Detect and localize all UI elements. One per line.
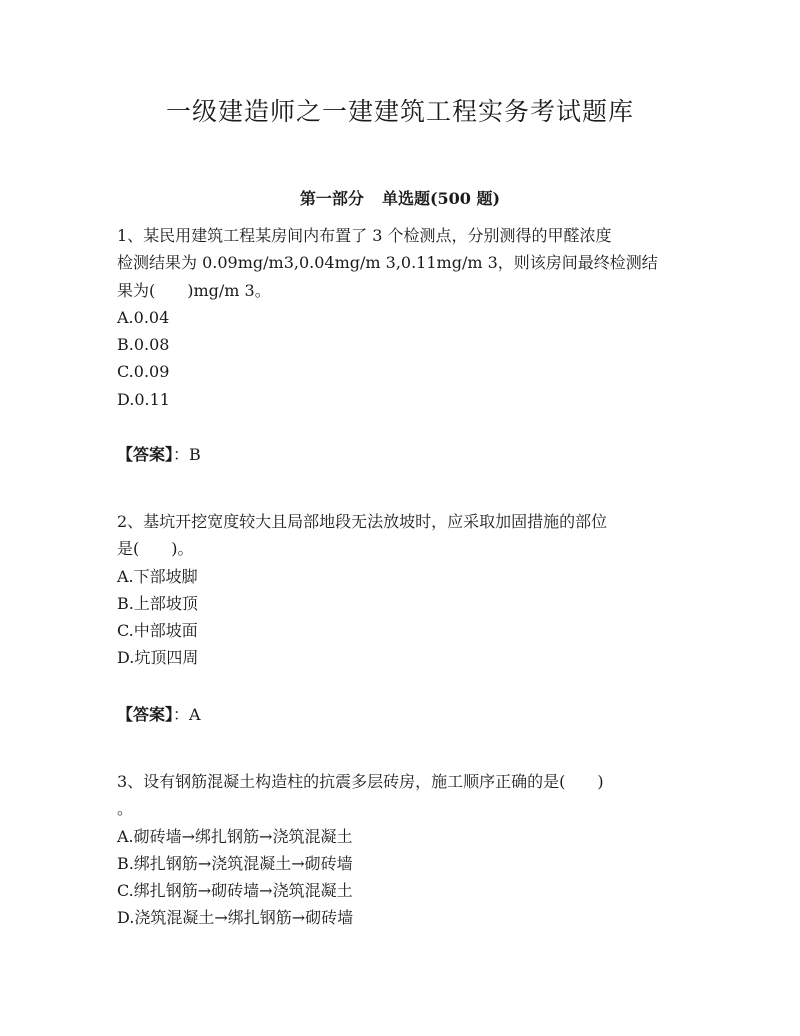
option-b: B.0.08 [117, 335, 170, 355]
question-stem-line: 1、某民用建筑工程某房间内布置了 3 个检测点，分别测得的甲醛浓度 [117, 226, 612, 245]
answer-label: 【答案】 [117, 445, 174, 464]
option-a: A.下部坡脚 [117, 566, 198, 586]
answer-separator: ： [173, 705, 190, 724]
option-a: A.砌砖墙→绑扎钢筋→浇筑混凝土 [117, 826, 353, 846]
question-stem-line: 。 [117, 799, 134, 819]
answer-value: A [189, 705, 201, 724]
option-d: D.坑顶四周 [117, 648, 199, 668]
option-c: C.中部坡面 [117, 621, 198, 641]
question-stem-line: 果为( )mg/m 3。 [117, 280, 271, 300]
question-stem-line: 是( )。 [117, 539, 194, 559]
question-3 [117, 768, 687, 932]
answer-label: 【答案】 [117, 705, 174, 724]
section-name: 单选题(500 题) [381, 189, 501, 208]
answer-value: B [189, 445, 201, 464]
document-title: 一级建造师之一建建筑工程实务考试题库 [165, 97, 634, 126]
question-stem-line: 3、设有钢筋混凝土构造柱的抗震多层砖房，施工顺序正确的是( ) [117, 772, 604, 791]
option-b: B.绑扎钢筋→浇筑混凝土→砌砖墙 [117, 853, 353, 873]
option-b: B.上部坡顶 [117, 593, 198, 613]
question-1 [117, 222, 687, 413]
section-part: 第一部分 [299, 189, 364, 208]
answer-2 [117, 702, 201, 725]
answer-separator: ： [173, 445, 190, 464]
answer-1 [117, 442, 201, 465]
option-c: C.0.09 [117, 362, 170, 382]
section-heading [0, 186, 800, 209]
question-stem-line: 检测结果为 0.09mg/m3,0.04mg/m 3,0.11mg/m 3，则该房间最终检测结 [117, 253, 658, 273]
option-a: A.0.04 [117, 307, 170, 327]
question-2 [117, 508, 687, 672]
question-stem-line: 2、基坑开挖宽度较大且局部地段无法放坡时，应采取加固措施的部位 [117, 512, 608, 531]
option-d: D.浇筑混凝土→绑扎钢筋→砌砖墙 [117, 908, 354, 928]
option-c: C.绑扎钢筋→砌砖墙→浇筑混凝土 [117, 881, 353, 901]
option-d: D.0.11 [117, 389, 170, 409]
